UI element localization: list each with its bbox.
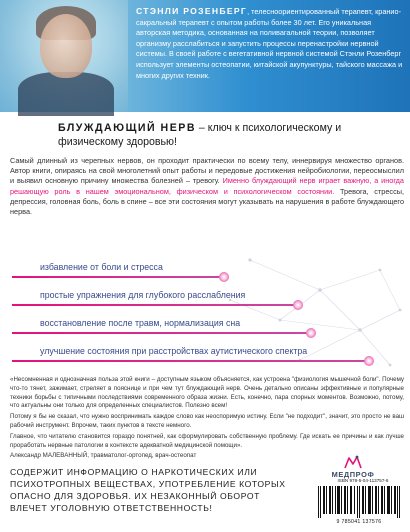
author-bio-text: , телесноориентированный терапевт, кранио-сакральный терапевт с опытом работы более 30 лет. Его уникальная авторская методика, основанная на поливагальной теории, позволяет организму расслабиться и запустить процессы перенастройки нервной системы. В своей работе с вегетативной нервной системой Стэнли Розенберг использует элементы остеопатии, китайской акупунктуры, тайского массажа и многих других техник. [136,7,403,80]
quote-paragraph: Потому я бы не сказал, что нужно воспринимать каждое слово как неоспоримую истину. Если "не подходит", значит, это просто не ваш рабочий инструмент. Впрочем, таких пунктов в тексте немного. [10,413,404,429]
legal-warning: СОДЕРЖИТ ИНФОРМАЦИЮ О НАРКОТИЧЕСКИХ ИЛИ ПСИХОТРОПНЫХ ВЕЩЕСТВАХ, УПОТРЕБЛЕНИЕ КОТОРЫХ ОПАСНО ДЛЯ ЗДОРОВЬЯ. ИХ НЕЗАКОННЫЙ ОБОРОТ ВЛЕЧЕТ УГОЛОВНУЮ ОТВЕТСТВЕННОСТЬ! [10,467,286,513]
description [10,156,404,217]
publisher-name: МЕДПРОФ [331,470,375,479]
description-part2: Тревога, стрессы, депрессия, головная боль, боль в спине – все эти состояния могут указывать на нарушения в работе блуждающего нерва. [10,186,404,217]
quote-author-role: , травматолог-ортопед, врач-остеопат [87,452,197,460]
description-part1: Самый длинный из черепных нервов, он проходит практически по всему телу, иннервируя множество органов. Автор книги, опираясь на свой многолетний опыт работы и передовые достижения нейробиологии, переосмыслил и выявил основную причину множества болезней – тревогу. [10,156,404,186]
benefit-item: простые упражнения для глубокого расслабления [40,290,246,300]
headline-subtitle: – ключ к психологическому и физическому здоровью! [58,122,342,148]
quote-paragraph: Главное, что читателю становится гораздо понятней, как сформулировать собственную проблему. Где искать ее причины и как лучше проработать нервные патологии в контексте адекватной медицинской помощи». [10,432,404,449]
benefit-bar [12,332,312,334]
headline-title: БЛУЖДАЮЩИЙ НЕРВ [58,122,196,134]
publisher-mark-icon [344,455,362,469]
benefit-bar [12,276,225,278]
barcode-icon [316,486,402,518]
benefit-bar [12,360,370,362]
quote-paragraph: «Несомненная и однозначная польза этой книги – доступным языком объясняется, как устроена "физиология мышечной боли". Почему что-то тянет, зажимает, стреляет в пояснице и при чем тут блуждающий нерв. Очень детально описаны эффективные и популярные техники борьбы с типичными последствиями современного образа жизни. Есть, конечно, пара спорных моментов. Возможно, потому, что актуальны они только для определенных специалистов. Полезно всем! [10,376,404,410]
author-bio [136,6,404,81]
quote-author-name: Александр МАЛЕВАННЫЙ [10,452,88,460]
description-highlight: Именно блуждающий нерв играет важную, а иногда решающую роль в нашем эмоциональном, физическом и психологическом состоянии. [10,176,404,196]
author-photo [0,0,128,112]
barcode-number: 9 785041 137576 [336,519,382,525]
benefit-item: избавление от боли и стресса [40,262,163,272]
author-banner [0,0,410,112]
headline [58,121,398,149]
publisher-logo [323,455,383,479]
benefit-bar [12,304,299,306]
author-name: СТЭНЛИ РОЗЕНБЕРГ [136,6,248,16]
isbn-label: ISBN 978-5-04-113757-6 [337,478,389,483]
benefit-item: улучшение состояния при расстройствах аутистического спектра [40,346,308,356]
review-quote [10,376,404,463]
benefits-list [0,257,410,371]
benefit-item: восстановление после травм, нормализация сна [40,318,241,328]
